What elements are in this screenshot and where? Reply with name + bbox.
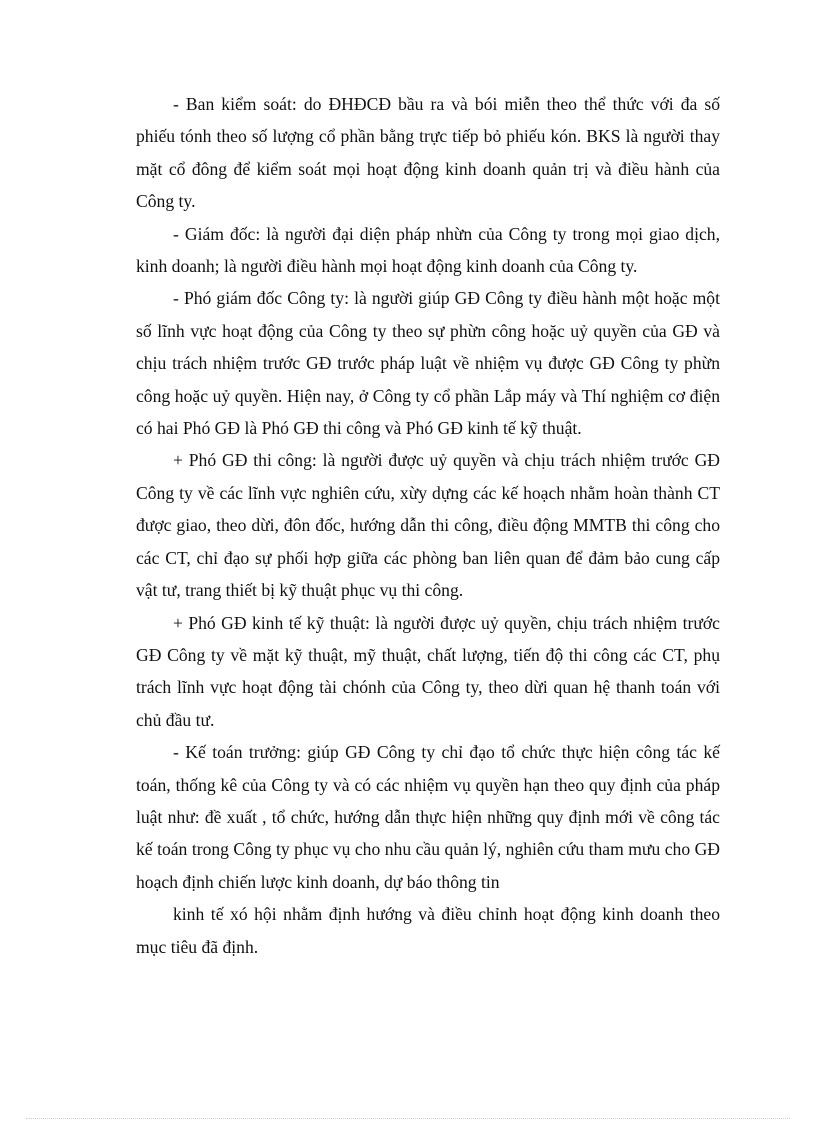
document-body xyxy=(136,88,720,963)
paragraph-pho-giam-doc: - Phó giám đốc Công ty: là người giúp GĐ Công ty điều hành một hoặc một số lĩnh vực hoạt động của Công ty theo sự phừn công hoặc uỷ quyền của GĐ và chịu trách nhiệm trước GĐ trước pháp luật về nhiệm vụ được GĐ Công ty phừn công hoặc uỷ quyền. Hiện nay, ở Công ty cổ phần Lắp máy và Thí nghiệm cơ điện có hai Phó GĐ là Phó GĐ thi công và Phó GĐ kinh tế kỹ thuật. xyxy=(136,288,720,439)
paragraph-ban-kiem-soat: - Ban kiểm soát: do ĐHĐCĐ bầu ra và bói miễn theo thể thức với đa số phiếu tónh theo số lượng cổ phần bằng trực tiếp bỏ phiếu kón. BKS là người thay mặt cổ đông để kiểm soát mọi hoạt động kinh doanh quản trị và điều hành của Công ty. xyxy=(136,94,720,212)
page-bottom-divider xyxy=(26,1118,790,1119)
paragraph-ke-toan-truong-continued: kinh tế xó hội nhằm định hướng và điều chỉnh hoạt động kinh doanh theo mục tiêu đã định. xyxy=(136,904,720,957)
paragraph-giam-doc: - Giám đốc: là người đại diện pháp nhừn của Công ty trong mọi giao dịch, kinh doanh; là người điều hành mọi hoạt động kinh doanh của Công ty. xyxy=(136,223,720,277)
paragraph-pho-gd-kinh-te-ky-thuat: + Phó GĐ kinh tế kỹ thuật: là người được uỷ quyền, chịu trách nhiệm trước GĐ Công ty về mặt kỹ thuật, mỹ thuật, chất lượng, tiến độ thi công các CT, phụ trách lĩnh vực hoạt động tài chónh của Công ty, theo dừi quan hệ thanh toán với chủ đầu tư. xyxy=(136,612,720,730)
paragraph-ke-toan-truong: - Kế toán trưởng: giúp GĐ Công ty chỉ đạo tổ chức thực hiện công tác kế toán, thống kê của Công ty và có các nhiệm vụ quyền hạn theo quy định của pháp luật như: đề xuất , tổ chức, hướng dẫn thực hiện những quy định mới về công tác kế toán trong Công ty phục vụ cho nhu cầu quản lý, nghiên cứu tham mưu cho GĐ hoạch định chiến lược kinh doanh, dự báo thông tin xyxy=(136,742,720,892)
paragraph-pho-gd-thi-cong: + Phó GĐ thi công: là người được uỷ quyền và chịu trách nhiệm trước GĐ Công ty về các lĩnh vực nghiên cứu, xừy dựng các kế hoạch nhằm hoàn thành CT được giao, theo dừi, đôn đốc, hướng dẫn thi công, điều động MMTB thi công cho các CT, chỉ đạo sự phối hợp giữa các phòng ban liên quan để đảm bảo cung cấp vật tư, trang thiết bị kỹ thuật phục vụ thi công. xyxy=(136,450,720,601)
